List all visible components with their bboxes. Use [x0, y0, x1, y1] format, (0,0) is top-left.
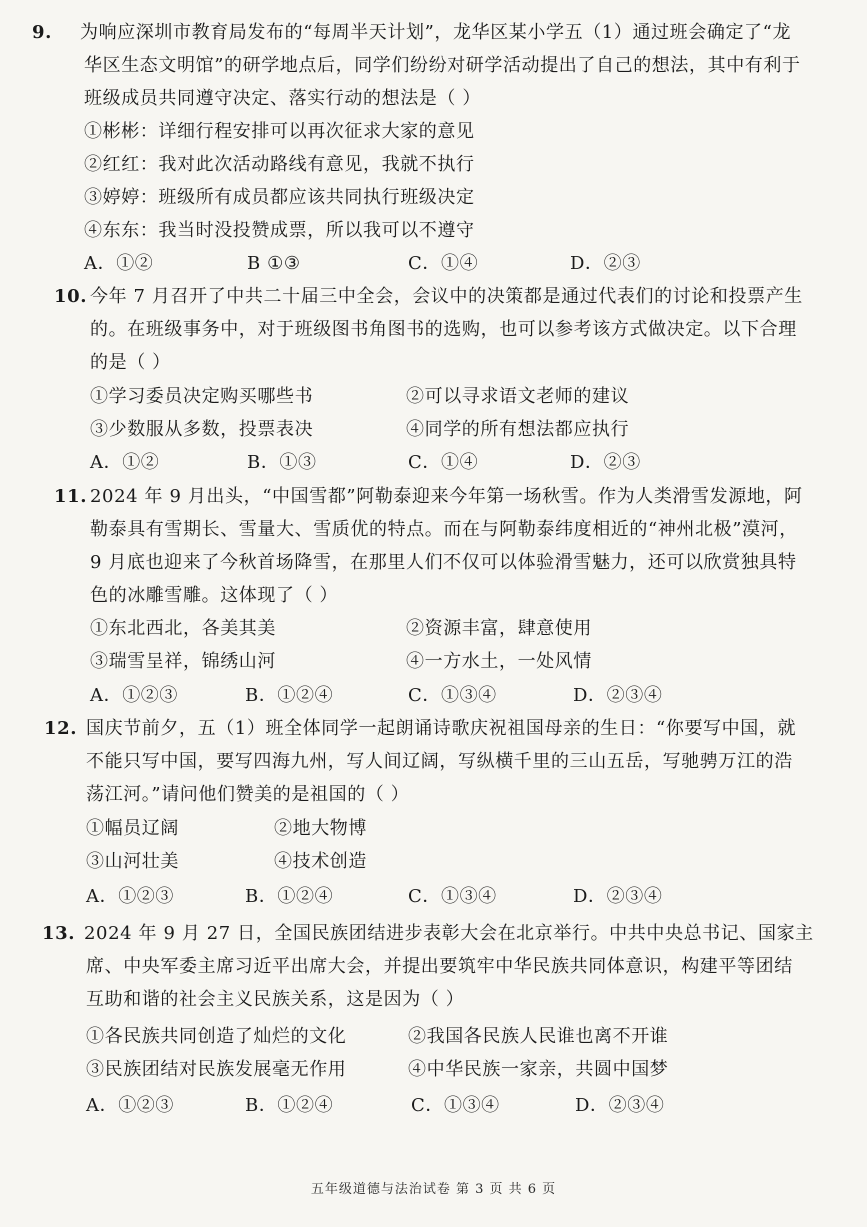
question-text-line: 华区生态文明馆”的研学地点后，同学们纷纷对研学活动提出了自己的想法，其中有利于 — [84, 55, 801, 76]
choice-c: C．①③④ — [408, 886, 497, 907]
choice-a: A．①②③ — [86, 1095, 174, 1116]
question-text-line: 今年 7 月召开了中共二十届三中全会，会议中的决策都是通过代表们的讨论和投票产生 — [90, 286, 803, 307]
choice-b: B．①②④ — [245, 685, 334, 706]
choice-d: D．②③④ — [573, 685, 663, 706]
choice-b: B．①③ — [247, 452, 317, 473]
statement: ①东北西北，各美其美 — [90, 618, 276, 639]
question-number: 9. — [32, 22, 52, 43]
statement: ②我国各民族人民谁也离不开谁 — [408, 1026, 669, 1047]
choice-a: A．①② — [84, 253, 154, 274]
statement: ③婷婷：班级所有成员都应该共同执行班级决定 — [84, 187, 475, 208]
statement: ④一方水土，一处风情 — [406, 651, 592, 672]
statement: ①各民族共同创造了灿烂的文化 — [86, 1026, 347, 1047]
statement: ③瑞雪呈祥，锦绣山河 — [90, 651, 276, 672]
choice-c: C．①③④ — [408, 685, 497, 706]
question-text-line: 2024 年 9 月出头，“中国雪都”阿勒泰迎来今年第一场秋雪。作为人类滑雪发源地，阿 — [90, 486, 803, 507]
statement: ②可以寻求语文老师的建议 — [406, 386, 630, 407]
question-text-line: 为响应深圳市教育局发布的“每周半天计划”，龙华区某小学五（1）通过班会确定了“龙 — [80, 22, 792, 43]
question-text-line: 的。在班级事务中，对于班级图书角图书的选购，也可以参考该方式做决定。以下合理 — [90, 319, 797, 340]
choice-a: A．①② — [90, 452, 160, 473]
question-text-line: 不能只写中国，要写四海九州，写人间辽阔，写纵横千里的三山五岳，写驰骋万江的浩 — [86, 751, 793, 772]
choice-b: B．①②④ — [245, 1095, 334, 1116]
question-text-line: 色的冰雕雪雕。这体现了（ ） — [90, 585, 339, 606]
statement: ④中华民族一家亲，共圆中国梦 — [408, 1059, 669, 1080]
question-text-line: 9 月底也迎来了今秋首场降雪，在那里人们不仅可以体验滑雪魅力，还可以欣赏独具特 — [90, 552, 797, 573]
choice-a: A．①②③ — [86, 886, 174, 907]
statement: ④同学的所有想法都应执行 — [406, 419, 630, 440]
choice-d: D．②③④ — [573, 886, 663, 907]
choice-d: D．②③ — [570, 452, 641, 473]
statement: ④技术创造 — [274, 851, 367, 872]
question-text-line: 互助和谐的社会主义民族关系，这是因为（ ） — [86, 989, 465, 1010]
question-text-line: 的是（ ） — [90, 352, 171, 373]
choice-c: C．①③④ — [411, 1095, 500, 1116]
question-text-line: 2024 年 9 月 27 日，全国民族团结进步表彰大会在北京举行。中共中央总书记、国家主 — [84, 923, 814, 944]
statement: ③山河壮美 — [86, 851, 179, 872]
question-text-line: 席、中央军委主席习近平出席大会，并提出要筑牢中华民族共同体意识，构建平等团结 — [86, 956, 793, 977]
statement: ②红红：我对此次活动路线有意见，我就不执行 — [84, 154, 475, 175]
question-text-line: 荡江河。”请问他们赞美的是祖国的（ ） — [86, 784, 410, 805]
question-text-line: 勒泰具有雪期长、雪量大、雪质优的特点。而在与阿勒泰纬度相近的“神州北极”漠河， — [90, 519, 798, 540]
statement: ④东东：我当时没投赞成票，所以我可以不遵守 — [84, 220, 475, 241]
page-footer: 五年级道德与法治试卷 第 3 页 共 6 页 — [310, 1182, 557, 1197]
statement: ②地大物博 — [274, 818, 367, 839]
choice-b: B．①②④ — [245, 886, 334, 907]
question-number: 11. — [54, 486, 88, 507]
question-text-line: 国庆节前夕，五（1）班全体同学一起朗诵诗歌庆祝祖国母亲的生日：“你要写中国，就 — [86, 718, 797, 739]
choice-a: A．①②③ — [90, 685, 178, 706]
statement: ②资源丰富，肆意使用 — [406, 618, 592, 639]
choice-b: B ①③ — [247, 253, 301, 274]
statement: ③民族团结对民族发展毫无作用 — [86, 1059, 347, 1080]
choice-d: D．②③④ — [575, 1095, 665, 1116]
choice-c: C．①④ — [408, 253, 479, 274]
statement: ①学习委员决定购买哪些书 — [90, 386, 314, 407]
statement: ①幅员辽阔 — [86, 818, 179, 839]
statement: ①彬彬：详细行程安排可以再次征求大家的意见 — [84, 121, 475, 142]
choice-c: C．①④ — [408, 452, 479, 473]
choice-d: D．②③ — [570, 253, 641, 274]
question-number: 10. — [54, 286, 88, 307]
statement: ③少数服从多数，投票表决 — [90, 419, 314, 440]
question-number: 12. — [44, 718, 78, 739]
question-text-line: 班级成员共同遵守决定、落实行动的想法是（ ） — [84, 88, 481, 109]
question-number: 13. — [42, 923, 76, 944]
